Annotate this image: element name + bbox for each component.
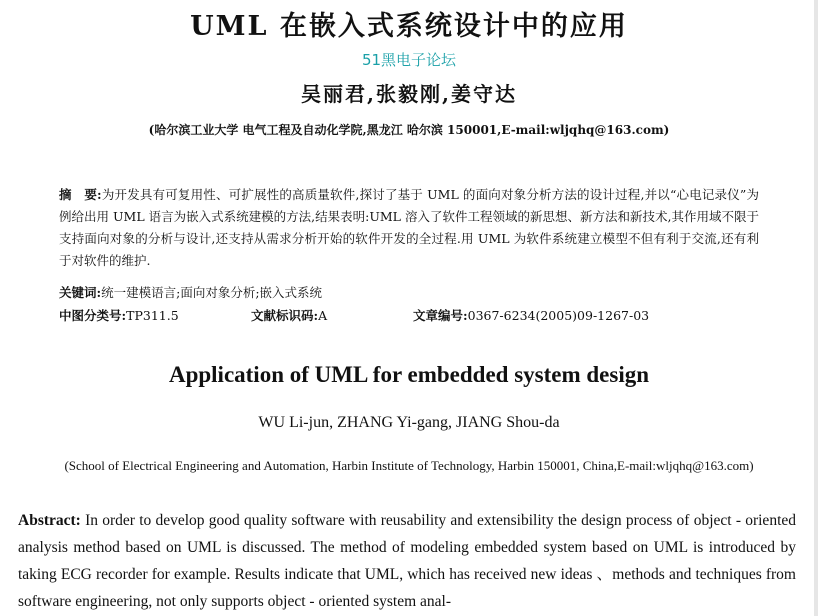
clc-label: 中图分类号: xyxy=(59,308,127,323)
english-title: Application of UML for embedded system design xyxy=(168,362,650,387)
article-no-value: 0367-6234(2005)09-1267-03 xyxy=(467,308,650,323)
document-code xyxy=(251,306,327,324)
watermark-text: 51黑电子论坛 xyxy=(361,51,457,69)
article-no-label: 文章编号: xyxy=(413,308,468,323)
chinese-authors: 吴丽君,张毅刚,姜守达 xyxy=(301,82,517,106)
clc-value: TP311.5 xyxy=(126,308,179,323)
doc-code-value: A xyxy=(318,308,328,323)
article-number xyxy=(413,306,649,324)
chinese-abstract xyxy=(59,184,759,272)
doc-code-label: 文献标识码: xyxy=(251,308,319,323)
english-abstract-label: Abstract: xyxy=(18,512,81,529)
english-affiliation: (School of Electrical Engineering and Automation, Harbin Institute of Technology, Harbin 150001, China,E-mail:wljqhq@163.com) xyxy=(64,458,754,473)
english-abstract xyxy=(18,507,796,615)
keywords-label: 关键词: xyxy=(59,285,102,300)
chinese-abstract-text: 为开发具有可复用性、可扩展性的高质量软件,探讨了基于 UML 的面向对象分析方法的设计过程,并以“心电记录仪”为例给出用 UML 语言为嵌入式系统建模的方法,结果表明:UML 溶入了软件工程领域的新思想、新方法和新技术,其作用域不限于支持面向对象的分析与设计,还支持从需求分析开始的软件开发的全过程.用 UML 为软件系统建立模型不但有利于交流,还有利于对软件的维护. xyxy=(59,187,759,268)
clc-number xyxy=(59,306,179,324)
keywords-text: 统一建模语言;面向对象分析;嵌入式系统 xyxy=(101,285,323,300)
classification-line xyxy=(59,306,759,326)
english-abstract-text: In order to develop good quality software with reusability and extensibility the design process of object - oriented analysis method based on UML is discussed. The method of modeling embedded system based on UML is introduced by taking ECG recorder for example. Results indicate that UML, which has received new ideas 、methods and techniques from software engineering, not only supports object - oriented system anal- xyxy=(18,512,797,610)
english-authors: WU Li-jun, ZHANG Yi-gang, JIANG Shou-da xyxy=(258,414,560,431)
chinese-abstract-label: 摘 要: xyxy=(59,187,102,202)
page-edge-divider xyxy=(814,0,818,616)
chinese-affiliation: (哈尔滨工业大学 电气工程及自动化学院,黑龙江 哈尔滨 150001,E-mail:wljqhq@163.com) xyxy=(148,123,670,137)
chinese-title: UML 在嵌入式系统设计中的应用 xyxy=(190,11,628,42)
chinese-keywords xyxy=(59,283,759,301)
